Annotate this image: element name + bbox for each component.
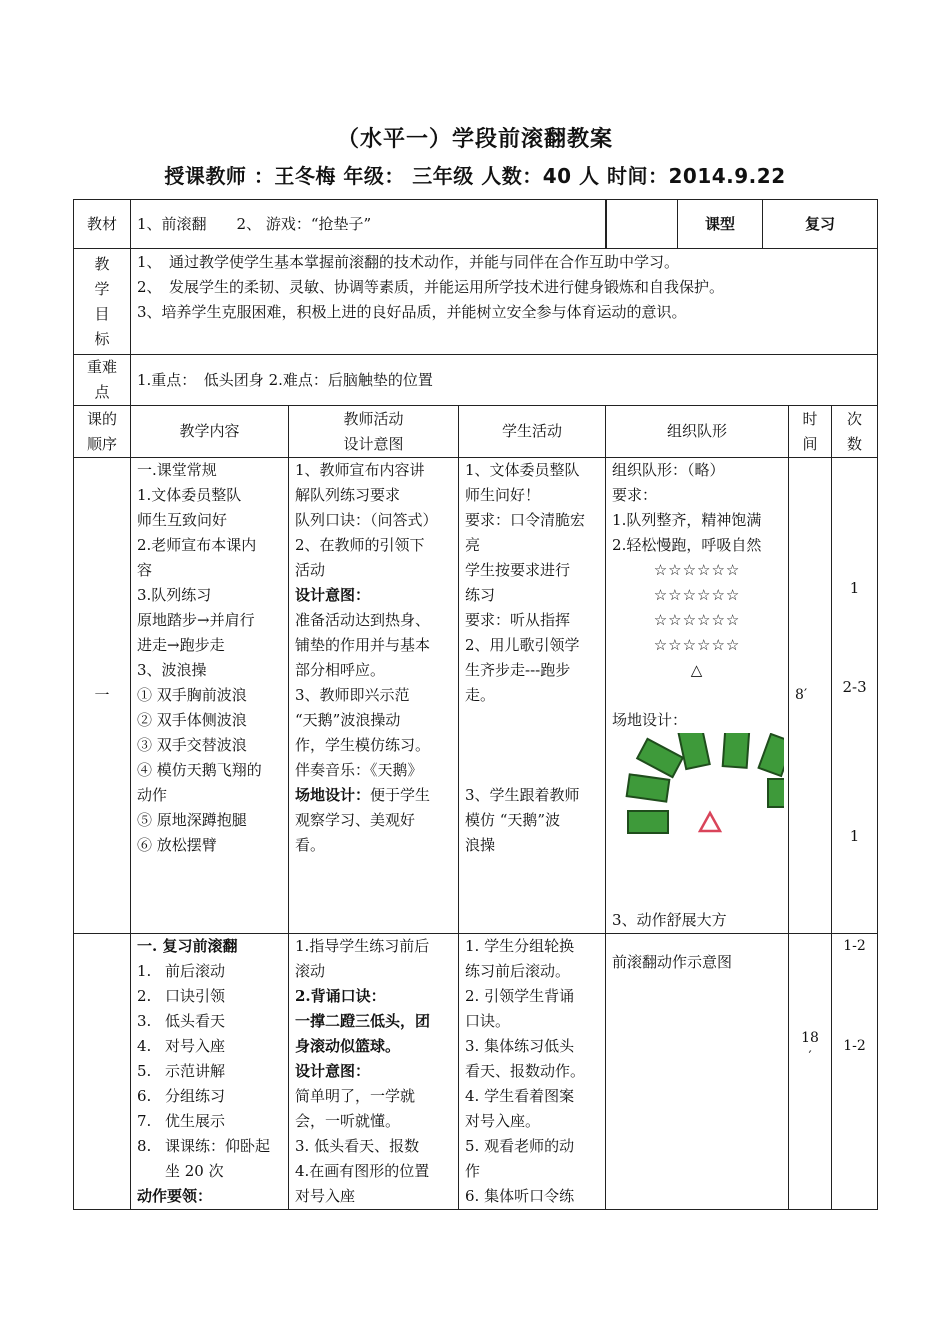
part1-content: 一.课堂常规 1.文体委员整队 师生互致问好 2.老师宣布本课内 容 3.队列练习 原地踏步→并肩行 进走→跑步走 3、波浪操 ① 双手胸前波浪 ② 双手体侧波浪 ③ 双手交替波浪 ④ 模仿天鹅飞翔的 动作 ⑤ 原地深蹲抱腿 ⑥ 放松摆臂 [131,458,289,934]
mat [759,734,784,776]
part1-order: 一 [74,458,131,934]
star-formation: ☆☆☆☆☆☆ ☆☆☆☆☆☆ ☆☆☆☆☆☆ ☆☆☆☆☆☆ △ [612,558,782,683]
venue-mats-diagram [614,733,784,863]
part1-student: 1、文体委员整队 师生问好！ 要求：口令清脆宏 亮 学生按要求进行 练习 要求：听从指挥 2、用儿歌引领学 生齐步走---跑步 走。 3、学生跟着教师 模仿 “天鹅”波 浪操 [459,458,606,934]
part2-counts: 1-2 1-2 [832,934,878,1210]
col-order: 课的 顺序 [74,406,131,458]
lesson-type-value: 复习 [763,200,878,248]
mat [723,733,750,768]
mat [768,779,784,807]
goals-content [131,249,878,355]
key-points-row [74,355,878,406]
mat-arc [627,733,784,833]
part1-formation: 组织队形：（略） 要求： 1.队列整齐，精神饱满 2.轻松慢跑，呼吸自然 ☆☆☆☆☆☆ ☆☆☆☆☆☆ ☆☆☆☆☆☆ ☆☆☆☆☆☆ △ 场地设计： 3、动作舒展大方 [606,458,789,934]
part1-teacher: 1、教师宣布内容讲 解队列练习要求 队列口诀：（问答式） 2、在教师的引领下 活动 设计意图： 准备活动达到热身、 铺垫的作用并与基本 部分相呼应。 3、教师即兴示范 “天鹅”波浪操动 作，学生模仿练习。 伴奏音乐：《天鹅》 场地设计：便于学生 观察学习、美观好 看。 [289,458,459,934]
part2-content: 一. 复习前滚翻 1. 前后滚动 2. 口诀引领 3. 低头看天 4. 对号入座 5. 示范讲解 6. 分组练习 7. 优生展示 8. 课课练：仰卧起 坐 20 次 动作要领： [131,934,289,1210]
part2-student: 1. 学生分组轮换 练习前后滚动。 2. 引领学生背诵 口诀。 3. 集体练习低头 看天、报数动作。 4. 学生看着图案 对号入座。 5. 观看老师的动 作 6. 集体听口令练 [459,934,606,1210]
material-content: 1、前滚翻 2、 游戏：“抢垫子” [131,200,606,249]
teacher-triangle-icon [700,813,720,831]
mat [678,733,709,769]
key-points-label: 重难 点 [74,355,131,406]
material-row [74,200,878,249]
mat [637,739,683,777]
column-header-row [74,406,878,458]
lesson-type-label: 课型 [678,200,763,248]
mat [627,774,670,801]
part1-row [74,458,878,934]
part2-formation: 前滚翻动作示意图 [606,934,789,1210]
goal-item: 2、 发展学生的柔韧、灵敏、协调等素质，并能运用所学技术进行健身锻炼和自我保护。 [137,278,725,296]
part2-teacher: 1.指导学生练习前后 滚动 2.背诵口诀： 一撑二蹬三低头，团 身滚动似篮球。 设计意图： 简单明了，一学就 会，一听就懂。 3. 低头看天、报数 4.在画有图形的位置 对号入座 [289,934,459,1210]
part2-time: 18 ′ [789,934,832,1210]
lesson-plan-table [73,199,878,1210]
part1-time: 8′ [789,458,832,934]
part2-order [74,934,131,1210]
goal-item: 3、培养学生克服困难，积极上进的良好品质，并能树立安全参与体育运动的意识。 [137,303,687,321]
goal-item: 1、 通过教学使学生基本掌握前滚翻的技术动作，并能与同伴在合作互助中学习。 [137,253,680,271]
key-points-content: 1.重点： 低头团身 2.难点：后脑触垫的位置 [131,355,878,406]
part1-counts: 1 2-3 1 [832,458,878,934]
page-subtitle-info: 授课教师 ：王冬梅 年级： 三年级 人数：40 人 时间：2014.9.22 [164,164,786,188]
col-count: 次 数 [832,406,878,458]
col-content: 教学内容 [131,406,289,458]
mat [628,811,668,833]
col-formation: 组织队形 [606,406,789,458]
part2-row [74,934,878,1210]
material-label: 教材 [74,200,131,249]
goals-row [74,249,878,355]
col-time: 时 间 [789,406,832,458]
teacher-position-icon: △ [690,661,704,679]
col-teacher: 教师活动 设计意图 [289,406,459,458]
goals-label: 教 学 目 标 [74,249,131,355]
page-title: （水平一）学段前滚翻教案 [336,127,613,152]
col-student: 学生活动 [459,406,606,458]
